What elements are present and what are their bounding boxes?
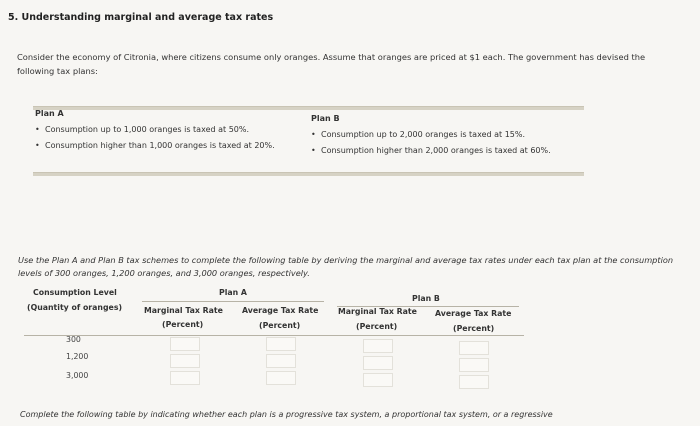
- instructions-text: Use the Plan A and Plan B tax schemes to complete the following table by deriving the marginal and average tax rates under each tax plan at the consumption levels of 300 oranges, 1,200 oranges, and 3,000 oranges, respectively.: [18, 255, 674, 278]
- plan-b-item-text: Consumption higher than 2,000 oranges is taxed at 60%.: [321, 146, 551, 155]
- consumption-header: Consumption Level: [33, 288, 117, 297]
- bullet-icon: •: [35, 141, 40, 150]
- plan-a-average-3000-input[interactable]: [266, 371, 296, 385]
- bullet-icon: •: [311, 130, 316, 139]
- question-heading: 5. Understanding marginal and average tax rates: [8, 12, 274, 23]
- plan-b-average-3000-input[interactable]: [459, 375, 489, 389]
- plan-b-marginal-header: Marginal Tax Rate: [338, 307, 417, 316]
- plan-a-average-header: Average Tax Rate: [242, 306, 319, 315]
- plan-b-title: Plan B: [311, 114, 340, 123]
- tax-rate-table: [24, 285, 544, 395]
- row-1200-label: 1,200: [66, 352, 89, 361]
- tax-plans-box: [33, 106, 584, 176]
- plan-b-item-text: Consumption up to 2,000 oranges is taxed at 15%.: [321, 130, 526, 139]
- consumption-subheader: (Quantity of oranges): [27, 303, 123, 312]
- table-header-rule: [24, 335, 524, 336]
- plan-b-average-300-input[interactable]: [459, 341, 489, 355]
- next-question-text: Complete the following table by indicating whether each plan is a progressive tax system, a proportional tax system, or a regressive: [20, 410, 553, 419]
- plan-b-marginal-1200-input[interactable]: [363, 356, 393, 370]
- plan-a-item-text: Consumption higher than 1,000 oranges is taxed at 20%.: [45, 141, 275, 150]
- plan-b-item: [311, 144, 551, 158]
- plan-a-title: Plan A: [35, 109, 64, 118]
- plan-b-average-header: Average Tax Rate: [435, 309, 512, 318]
- intro-text: Consider the economy of Citronia, where citizens consume only oranges. Assume that oranges are priced at $1 each. The government has devised the following tax plans:: [17, 52, 646, 76]
- plan-a-item-text: Consumption up to 1,000 oranges is taxed at 50%.: [45, 125, 250, 134]
- plan-b-marginal-percent: (Percent): [356, 322, 398, 331]
- plan-b-average-1200-input[interactable]: [459, 358, 489, 372]
- plan-b-item: [311, 128, 551, 142]
- plan-a-marginal-percent: (Percent): [162, 320, 204, 329]
- plan-a-average-1200-input[interactable]: [266, 354, 296, 368]
- plan-a-header: Plan A: [219, 288, 247, 297]
- row-3000-label: 3,000: [66, 371, 89, 380]
- plan-a-marginal-300-input[interactable]: [170, 337, 200, 351]
- plan-b: [311, 112, 551, 158]
- plan-a-average-percent: (Percent): [259, 321, 301, 330]
- bullet-icon: •: [35, 125, 40, 134]
- plan-b-header: Plan B: [412, 294, 440, 303]
- plan-a-header-rule: [142, 301, 324, 302]
- bullet-icon: •: [311, 146, 316, 155]
- plan-a-marginal-3000-input[interactable]: [170, 371, 200, 385]
- plan-a-marginal-1200-input[interactable]: [170, 354, 200, 368]
- plan-b-marginal-300-input[interactable]: [363, 339, 393, 353]
- plan-b-average-percent: (Percent): [453, 324, 495, 333]
- plan-a-item: [35, 123, 275, 137]
- plan-a: [35, 106, 275, 153]
- row-300-label: 300: [66, 335, 81, 344]
- plan-a-marginal-header: Marginal Tax Rate: [144, 306, 223, 315]
- plan-a-average-300-input[interactable]: [266, 337, 296, 351]
- plan-a-item: [35, 139, 275, 153]
- plans-bottom-rule: [33, 172, 584, 176]
- plan-b-marginal-3000-input[interactable]: [363, 373, 393, 387]
